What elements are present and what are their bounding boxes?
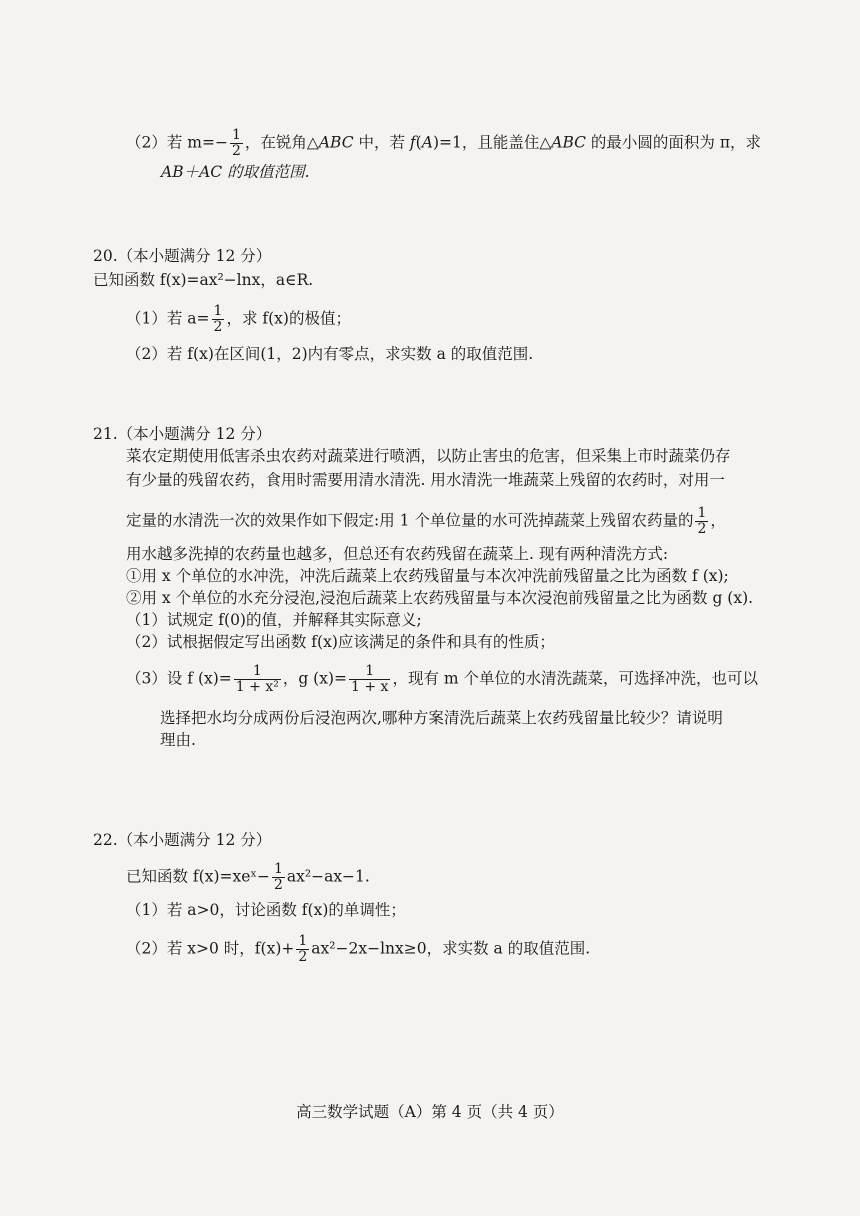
fraction-one-half [272, 862, 285, 893]
minus-sign: − [214, 133, 228, 152]
fraction-numerator: 1 [213, 303, 223, 319]
q21-line1: 菜农定期使用低害杀虫农药对蔬菜进行喷洒，以防止害虫的危害，但采集上市时蔬菜仍存 [126, 447, 731, 465]
q21-header: 21.（本小题满分 12 分） [93, 425, 272, 443]
fraction-g [349, 664, 390, 695]
q20-part1-text: ，求 f(x)的极值； [226, 309, 351, 328]
q20-header: 20.（本小题满分 12 分） [93, 247, 272, 265]
fraction-denominator: 1 + x [351, 679, 389, 695]
q22-part2 [126, 934, 590, 965]
q19-part2-line1 [126, 128, 761, 159]
fraction-numerator: 1 [273, 861, 283, 877]
q19-text-j: 的最小圆的面积为 π，求 [586, 133, 762, 152]
q20-part1-label: （1）若 a= [126, 309, 210, 328]
fraction-one-half [695, 506, 708, 537]
q20-part2: （2）若 f(x)在区间(1，2)内有零点，求实数 a 的取值范围. [126, 345, 534, 363]
q19-text-b: ，在锐角△ [244, 133, 319, 152]
q21-part3-g: ，g (x)= [282, 669, 348, 688]
q22-header: 22.（本小题满分 12 分） [93, 831, 272, 849]
q21-line5: ①用 x 个单位的水冲洗，冲洗后蔬菜上农药残留量与本次冲洗前残留量之比为函数 f (x); [126, 567, 729, 585]
q19-function-f: f [409, 133, 416, 152]
q21-part3-text: ，现有 m 个单位的水清洗蔬菜，可选择冲洗，也可以 [392, 669, 759, 688]
q22-part2-text: （2）若 x>0 时，f(x)+ [126, 939, 295, 958]
q19-text-d: 中，若 [353, 133, 410, 152]
fraction-denominator: 2 [231, 143, 241, 159]
q22-part1: （1）若 a>0，讨论函数 f(x)的单调性； [126, 901, 406, 919]
q21-line3-text: 定量的水清洗一次的效果作如下假定:用 1 个单位量的水可洗掉蔬菜上残留农药量的 [126, 511, 694, 530]
q22-stem [126, 862, 370, 893]
fraction-numerator: 1 [697, 505, 707, 521]
fraction-numerator: 1 [252, 663, 262, 679]
fraction-one-half [212, 304, 225, 335]
q21-part1: （1）试规定 f(0)的值，并解释其实际意义; [126, 611, 422, 629]
fraction-numerator: 1 [365, 663, 375, 679]
fraction-denominator: 2 [298, 949, 308, 965]
fraction-denominator: 1 + x² [235, 679, 279, 695]
fraction-numerator: 1 [231, 127, 241, 143]
q21-line6: ②用 x 个单位的水充分浸泡,浸泡后蔬菜上农药残留量与本次浸泡前残留量之比为函数 g (x). [126, 589, 754, 607]
fraction-numerator: 1 [298, 933, 308, 949]
q21-part3-line2: 选择把水均分成两份后浸泡两次,哪种方案清洗后蔬菜上农药残留量比较少？请说明 [160, 709, 723, 727]
fraction-one-half [230, 128, 243, 159]
q21-part3-line3: 理由. [160, 731, 196, 749]
q20-stem: 已知函数 f(x)=ax²−lnx，a∈R. [93, 271, 314, 289]
q19-paren: ( [415, 133, 422, 152]
q21-part3-label: （3）设 f (x)= [126, 669, 232, 688]
page-footer: 高三数学试题（A）第 4 页（共 4 页） [296, 1103, 564, 1121]
fraction-denominator: 2 [697, 521, 707, 537]
q19-angle-a: A [421, 133, 433, 152]
fraction-denominator: 2 [273, 877, 283, 893]
q21-line2: 有少量的残留农药，食用时需要用清水清洗. 用水清洗一堆蔬菜上残留的农药时，对用一 [126, 471, 725, 489]
q19-part2-label: （2）若 m= [126, 133, 215, 152]
q21-line3-comma: ， [710, 511, 726, 530]
q22-stem-text: 已知函数 f(x)=xeˣ− [126, 867, 270, 886]
q21-part2: （2）试根据假定写出函数 f(x)应该满足的条件和具有的性质； [126, 633, 555, 651]
q21-part3-line1 [126, 664, 758, 695]
q19-text-h: )=1，且能盖住△ [432, 133, 552, 152]
q21-line3 [126, 506, 726, 537]
q21-line4: 用水越多洗掉的农药量也越多，但总还有农药残留在蔬菜上. 现有两种清洗方式: [126, 545, 669, 563]
fraction-denominator: 2 [213, 319, 223, 335]
q22-part2-text-b: ax²−2x−lnx≥0，求实数 a 的取值范围. [311, 939, 591, 958]
fraction-f [234, 664, 281, 695]
q19-part2-line2: AB＋AC 的取值范围. [161, 163, 310, 181]
q22-stem-text-b: ax²−ax−1. [286, 867, 370, 886]
q20-part1 [126, 304, 351, 335]
q19-triangle-name-2: ABC [551, 133, 586, 152]
fraction-one-half [296, 934, 309, 965]
q19-triangle-name: ABC [318, 133, 354, 152]
